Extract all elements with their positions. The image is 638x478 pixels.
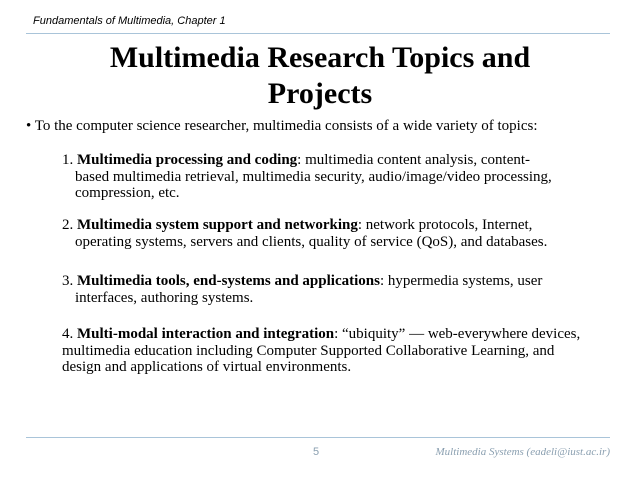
topic-description: : network protocols, Internet, — [357, 217, 533, 233]
topic-number: 4. — [62, 326, 77, 342]
topic-description: : multimedia content analysis, content- — [297, 152, 531, 168]
topic-term: Multimedia tools, end-systems and applications — [77, 273, 380, 289]
intro-bullet: • To the computer science researcher, multimedia consists of a wide variety of topics: — [26, 118, 538, 134]
topic-term: Multi-modal interaction and integration — [77, 326, 335, 342]
topic-description-continued: interfaces, authoring systems. — [75, 289, 254, 306]
topic-item-1 — [62, 152, 592, 202]
page-number: 5 — [313, 446, 320, 458]
slide-title — [30, 40, 610, 112]
topic-term: Multimedia processing and coding — [77, 152, 298, 168]
topic-term: Multimedia system support and networking — [77, 217, 358, 233]
header-divider — [26, 33, 610, 34]
topic-description-continued: operating systems, servers and clients, quality of service (QoS), and databases. — [75, 233, 548, 250]
topic-item-4 — [62, 326, 592, 376]
chapter-header: Fundamentals of Multimedia, Chapter 1 — [33, 15, 226, 27]
topic-description: : “ubiquity” — web-everywhere devices, multimedia education including Computer Supported Collaborative Learning, and design and applications of virtual environments. — [62, 326, 581, 375]
topic-description-continued: based multimedia retrieval, multimedia security, audio/image/video processing, compression, etc. — [75, 168, 552, 201]
slide-title-line-2: Projects — [267, 77, 373, 110]
topic-number: 1. — [62, 152, 77, 168]
topic-description: : hypermedia systems, user — [379, 273, 543, 289]
topic-number: 3. — [62, 273, 77, 289]
slide-title-line-1: Multimedia Research Topics and — [109, 41, 531, 74]
topic-item-3 — [62, 273, 592, 306]
topic-item-2 — [62, 217, 592, 250]
footer-divider — [26, 437, 610, 438]
topic-number: 2. — [62, 217, 77, 233]
footer-source: Multimedia Systems (eadeli@iust.ac.ir) — [435, 446, 610, 458]
